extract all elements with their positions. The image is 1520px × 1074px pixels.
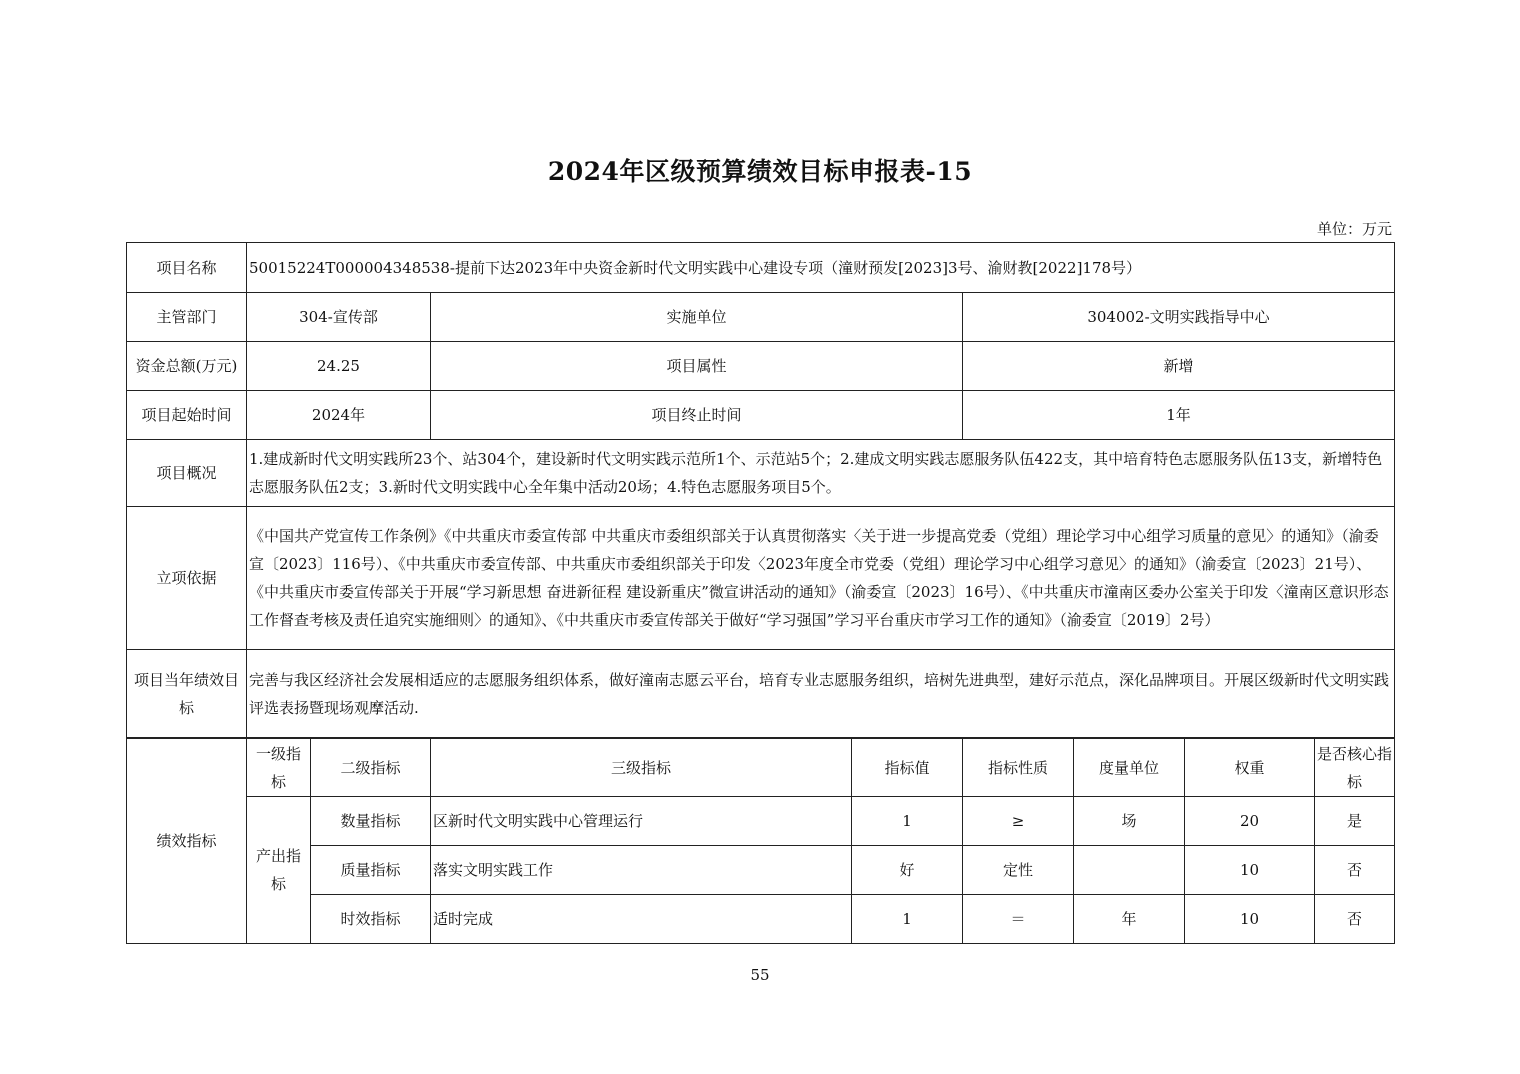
row-goal xyxy=(127,650,1395,738)
cell-level2: 质量指标 xyxy=(311,846,431,895)
indicator-header-row xyxy=(127,739,1395,797)
header-level1: 一级指标 xyxy=(247,739,311,797)
page-number: 55 xyxy=(750,966,770,984)
row-overview xyxy=(127,440,1395,507)
label-overview: 项目概况 xyxy=(127,440,247,507)
cell-level2: 数量指标 xyxy=(311,797,431,846)
unit-label: 单位：万元 xyxy=(1316,220,1392,238)
page-title: 2024年区级预算绩效目标申报表-15 xyxy=(547,157,973,186)
cell-nature: 定性 xyxy=(963,846,1074,895)
row-basis xyxy=(127,507,1395,650)
cell-weight: 10 xyxy=(1185,846,1315,895)
cell-nature: ＝ xyxy=(963,895,1074,944)
cell-weight: 10 xyxy=(1185,895,1315,944)
label-attribute: 项目属性 xyxy=(431,342,963,391)
cell-level3: 区新时代文明实践中心管理运行 xyxy=(431,797,852,846)
cell-core: 是 xyxy=(1315,797,1395,846)
row-time xyxy=(127,391,1395,440)
table-row xyxy=(127,846,1395,895)
value-total-funds: 24.25 xyxy=(247,342,431,391)
label-basis: 立项依据 xyxy=(127,507,247,650)
cell-level3: 落实文明实践工作 xyxy=(431,846,852,895)
table-row xyxy=(127,895,1395,944)
table-row xyxy=(127,797,1395,846)
header-level3: 三级指标 xyxy=(431,739,852,797)
cell-core: 否 xyxy=(1315,846,1395,895)
value-goal: 完善与我区经济社会发展相适应的志愿服务组织体系，做好潼南志愿云平台，培育专业志愿服务组织，培树先进典型，建好示范点，深化品牌项目。开展区级新时代文明实践评选表扬暨现场观摩活动. xyxy=(247,650,1395,738)
value-start-time: 2024年 xyxy=(247,391,431,440)
value-overview: 1.建成新时代文明实践所23个、站304个，建设新时代文明实践示范所1个、示范站5个；2.建成文明实践志愿服务队伍422支，其中培育特色志愿服务队伍13支，新增特色志愿服务队伍2支；3.新时代文明实践中心全年集中活动20场；4.特色志愿服务项目5个。 xyxy=(247,440,1395,507)
cell-unit: 场 xyxy=(1074,797,1185,846)
row-total-funds xyxy=(127,342,1395,391)
cell-value: 1 xyxy=(852,895,963,944)
header-nature: 指标性质 xyxy=(963,739,1074,797)
cell-level2: 时效指标 xyxy=(311,895,431,944)
cell-unit: 年 xyxy=(1074,895,1185,944)
label-goal: 项目当年绩效目标 xyxy=(127,650,247,738)
row-project-name xyxy=(127,243,1395,293)
label-end-time: 项目终止时间 xyxy=(431,391,963,440)
label-start-time: 项目起始时间 xyxy=(127,391,247,440)
header-unit: 度量单位 xyxy=(1074,739,1185,797)
value-department: 304-宣传部 xyxy=(247,293,431,342)
cell-level3: 适时完成 xyxy=(431,895,852,944)
cell-value: 好 xyxy=(852,846,963,895)
value-project-name: 50015224T000004348538-提前下达2023年中央资金新时代文明实践中心建设专项（潼财预发[2023]3号、渝财教[2022]178号） xyxy=(247,243,1395,293)
budget-form-table xyxy=(126,242,1395,293)
value-implementer: 304002-文明实践指导中心 xyxy=(963,293,1395,342)
level1-output: 产出指标 xyxy=(247,797,311,944)
budget-form-table-main xyxy=(126,292,1395,738)
header-value: 指标值 xyxy=(852,739,963,797)
header-level2: 二级指标 xyxy=(311,739,431,797)
row-department xyxy=(127,293,1395,342)
cell-unit xyxy=(1074,846,1185,895)
indicator-table xyxy=(126,738,1395,944)
value-attribute: 新增 xyxy=(963,342,1395,391)
label-indicators: 绩效指标 xyxy=(127,739,247,944)
label-total-funds: 资金总额(万元) xyxy=(127,342,247,391)
cell-weight: 20 xyxy=(1185,797,1315,846)
label-implementer: 实施单位 xyxy=(431,293,963,342)
value-end-time: 1年 xyxy=(963,391,1395,440)
value-basis: 《中国共产党宣传工作条例》《中共重庆市委宣传部 中共重庆市委组织部关于认真贯彻落实〈关于进一步提高党委（党组）理论学习中心组学习质量的意见〉的通知》（渝委宣〔2023〕116号）、《中共重庆市委宣传部、中共重庆市委组织部关于印发〈2023年度全市党委（党组）理论学习中心组学习意见〉的通知》（渝委宣〔2023〕21号）、《中共重庆市委宣传部关于开展“学习新思想 奋进新征程 建设新重庆”微宣讲活动的通知》（渝委宣〔2023〕16号）、《中共重庆市潼南区委办公室关于印发〈潼南区意识形态工作督查考核及责任追究实施细则〉的通知》、《中共重庆市委宣传部关于做好“学习强国”学习平台重庆市学习工作的通知》（渝委宣〔2019〕2号） xyxy=(247,507,1395,650)
label-project-name: 项目名称 xyxy=(127,243,247,293)
cell-value: 1 xyxy=(852,797,963,846)
cell-core: 否 xyxy=(1315,895,1395,944)
label-department: 主管部门 xyxy=(127,293,247,342)
header-weight: 权重 xyxy=(1185,739,1315,797)
cell-nature: ≥ xyxy=(963,797,1074,846)
header-core: 是否核心指标 xyxy=(1315,739,1395,797)
